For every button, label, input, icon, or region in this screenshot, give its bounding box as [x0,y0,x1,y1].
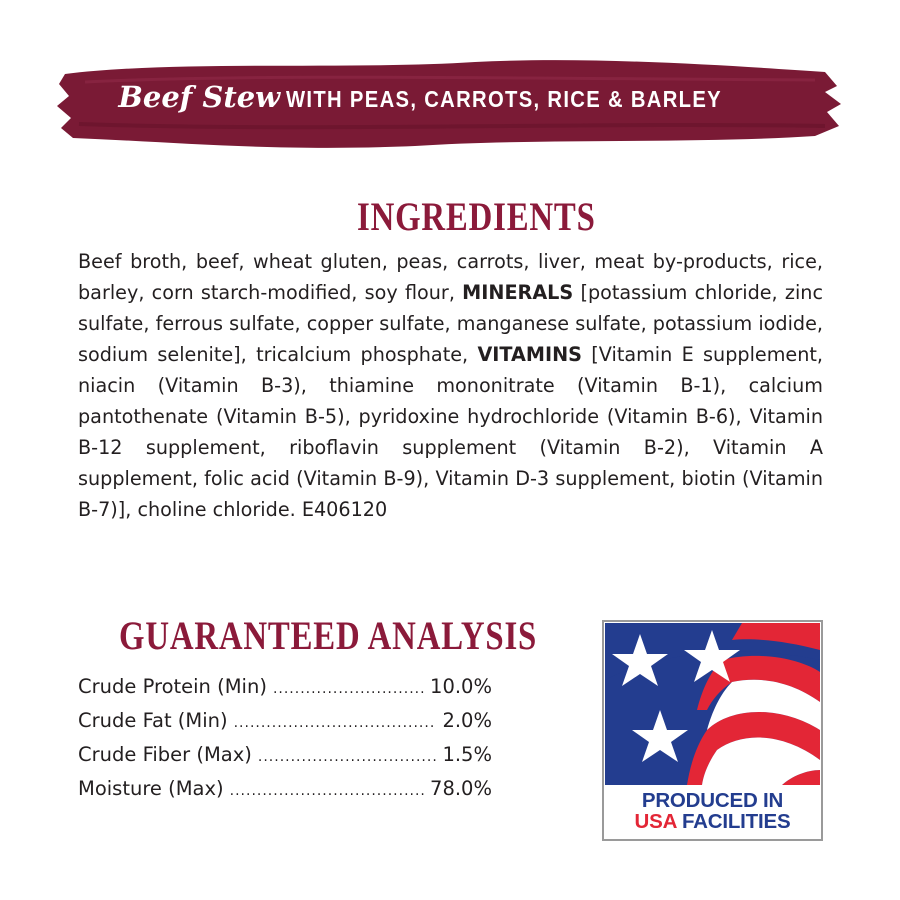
analysis-label: Moisture (Max) [78,777,224,800]
banner-script-title: Beef Stew [118,80,281,114]
analysis-value: 1.5% [442,743,492,766]
analysis-label: Crude Fiber (Max) [78,743,252,766]
ingredients-heading: INGREDIENTS [357,194,596,239]
badge-caption [602,790,823,832]
dot-leader [258,742,437,773]
dot-leader [273,674,424,705]
ingredients-text-part-2: [potassium chloride, zinc sulfate, ferrous sulfate, copper sulfate, manganese sulfate, potassium iodide, sodium selenite], tricalcium phosphate, [78,281,823,366]
ingredients-text [78,246,823,525]
analysis-value: 10.0% [430,675,492,698]
dot-leader [230,776,424,807]
ingredients-text-part-3: [Vitamin E supplement, niacin (Vitamin B-3), thiamine mononitrate (Vitamin B-1), calcium pantothenate (Vitamin B-5), pyridoxine hydrochloride (Vitamin B-6), Vitamin B-12 supplement, riboflavin supplement (Vitamin B-2), Vitamin A supplement, folic acid (Vitamin B-9), Vitamin D-3 supplement, biotin (Vitamin B-7)], choline chloride. E406120 [78,343,823,521]
badge-usa-text: USA [634,810,677,833]
analysis-row [78,773,492,807]
badge-line-2 [602,811,823,832]
produced-in-usa-badge [602,620,823,841]
banner-caps-title: WITH PEAS, CARROTS, RICE & BARLEY [286,86,723,112]
title-banner [55,52,845,152]
banner-title [55,80,845,114]
analysis-label: Crude Fat (Min) [78,709,228,732]
ingredients-text-part-1: Beef broth, beef, wheat gluten, peas, carrots, liver, meat by-products, rice, barley, corn starch-modified, soy flour, [78,250,823,304]
dot-leader [234,708,437,739]
analysis-label: Crude Protein (Min) [78,675,267,698]
guaranteed-analysis-heading: GUARANTEED ANALYSIS [119,613,538,658]
minerals-label: MINERALS [462,281,574,304]
badge-facilities-text: FACILITIES [681,810,791,833]
analysis-row [78,705,492,739]
vitamins-label: VITAMINS [477,343,582,366]
analysis-value: 78.0% [430,777,492,800]
analysis-value: 2.0% [442,709,492,732]
analysis-row [78,739,492,773]
badge-line-1: PRODUCED IN [641,789,784,812]
guaranteed-analysis-list [78,671,492,807]
analysis-row [78,671,492,705]
